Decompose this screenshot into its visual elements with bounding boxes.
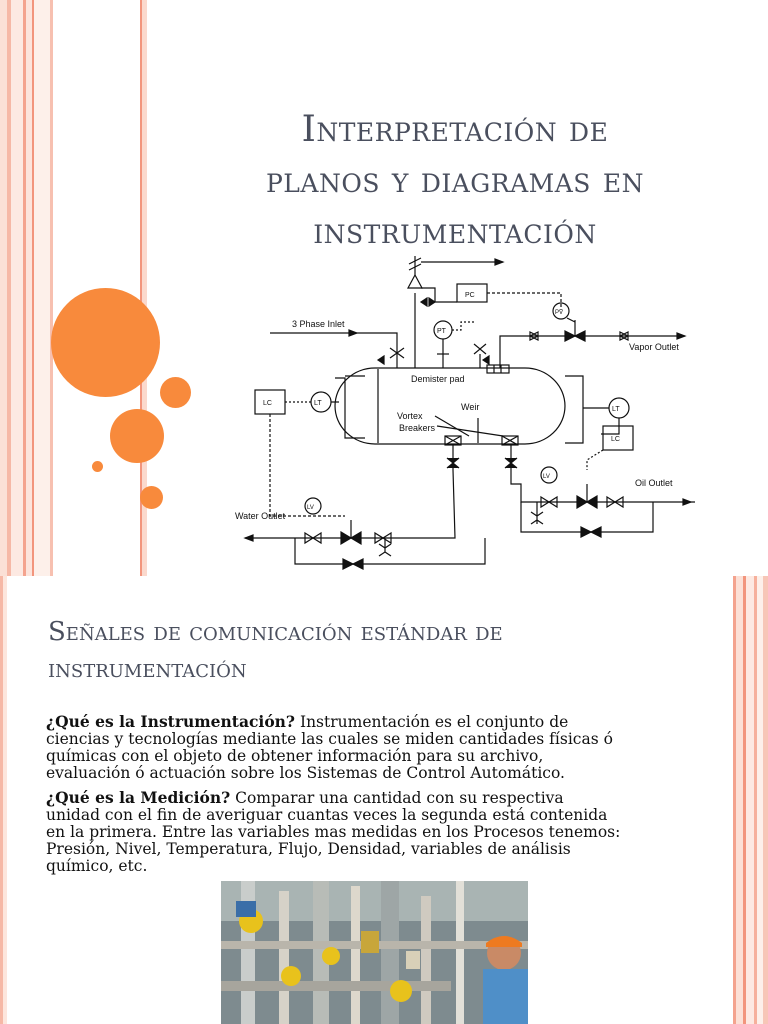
section-title: [48, 614, 688, 688]
paragraph-instrumentacion: [46, 713, 686, 782]
title-line: Interpretación de: [301, 109, 609, 150]
title-line: instrumentación: [313, 211, 597, 252]
decor-circle-large: [51, 288, 160, 397]
question-instrumentacion: ¿Qué es la Instrumentación?: [46, 712, 296, 731]
lv-water-label: LV: [307, 505, 314, 511]
para-line: Comparar una cantidad con su respectiva: [230, 789, 564, 807]
lt-left-label: LT: [314, 400, 322, 407]
para-line: ciencias y tecnologías mediante las cuales se miden cantidades físicas ó: [46, 730, 613, 748]
para-line: evaluación ó actuación sobre los Sistemas de Control Automático.: [46, 764, 565, 782]
decor-circle: [110, 409, 164, 463]
demister-pad-label: Demister pad: [411, 374, 465, 384]
slide-title: [190, 104, 720, 257]
question-medicion: ¿Qué es la Medición?: [46, 788, 231, 807]
lc-right-label: LC: [611, 436, 620, 443]
para-line: Instrumentación es el conjunto de: [295, 713, 569, 731]
stripe: [11, 0, 23, 576]
stripe: [0, 0, 7, 576]
para-line: unidad con el fin de averiguar cuantas veces la segunda está contenida: [46, 806, 608, 824]
decor-circle: [140, 486, 163, 509]
demister-grid: [487, 365, 509, 373]
water-outlet-label: Water Outlet: [235, 511, 286, 521]
photo-illustration: [221, 881, 528, 1024]
vapor-outlet-label: Vapor Outlet: [629, 342, 679, 352]
breakers-label: Breakers: [399, 423, 436, 433]
para-line: Presión, Nivel, Temperatura, Flujo, Densidad, variables de análisis: [46, 840, 571, 858]
stripe: [34, 0, 50, 576]
paragraph-medicion: [46, 789, 686, 875]
section-title-line: instrumentación: [48, 654, 247, 684]
weir-label: Weir: [461, 402, 480, 412]
three-phase-inlet-label: 3 Phase Inlet: [292, 319, 345, 329]
lc-left-label: LC: [263, 400, 272, 407]
lv-oil-label: LV: [543, 474, 550, 480]
para-line: químico, etc.: [46, 857, 148, 875]
pt-label: PT: [437, 328, 446, 335]
industrial-plant-photo: [221, 881, 528, 1024]
stripe: [50, 0, 53, 576]
para-line: en la primera. Entre las variables mas medidas en los Procesos tenemos:: [46, 823, 621, 841]
decor-circle-small: [92, 461, 103, 472]
stripe: [736, 576, 743, 1024]
section-title-line: Señales de comunicación estándar de: [48, 617, 503, 647]
separator-pid-diagram: [225, 248, 695, 573]
stripe: [3, 576, 7, 1024]
decor-circle: [160, 377, 191, 408]
stripe: [763, 576, 768, 1024]
vortex-label: Vortex: [397, 411, 423, 421]
pc-label: PC: [465, 292, 475, 299]
title-line: planos y diagramas en: [265, 160, 645, 201]
stripe: [746, 576, 754, 1024]
lt-right-label: LT: [612, 406, 620, 413]
para-line: químicas con el objeto de obtener información para su archivo,: [46, 747, 544, 765]
oil-outlet-label: Oil Outlet: [635, 478, 673, 488]
pv-label: PV: [555, 310, 564, 316]
